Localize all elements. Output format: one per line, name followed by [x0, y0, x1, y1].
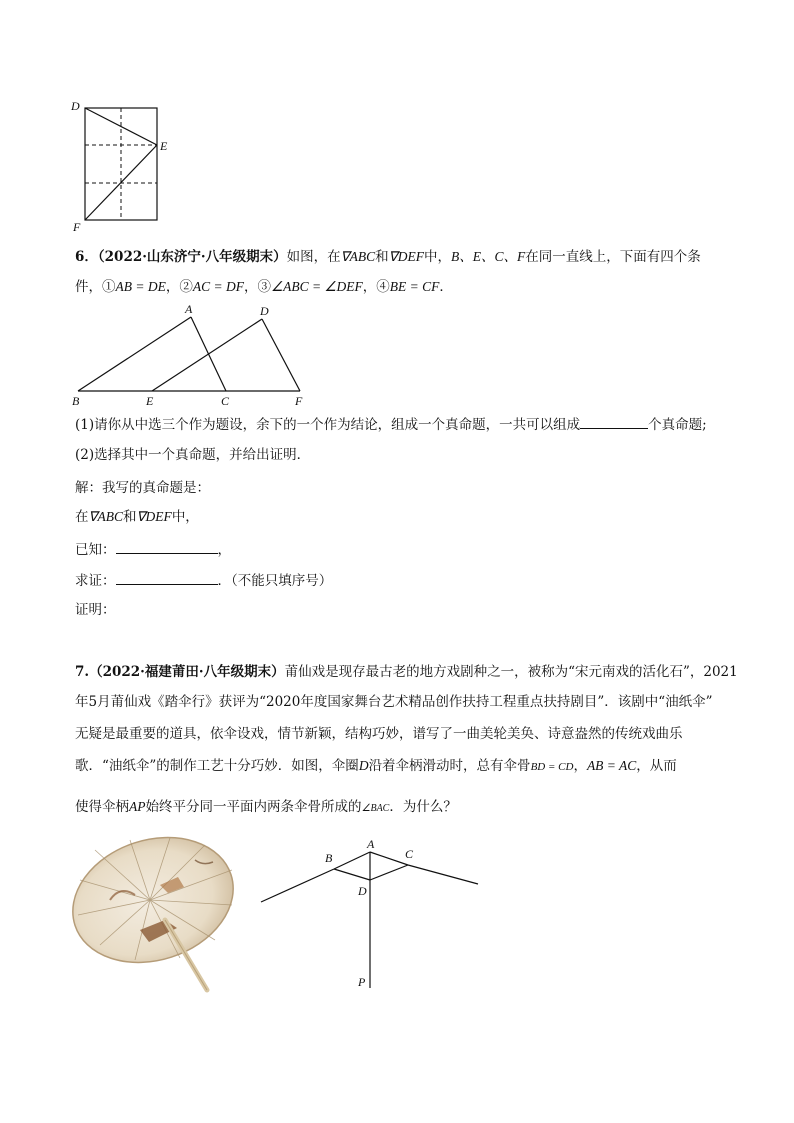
q7-l1: 莆仙戏是现存最古老的地方戏剧种之一，被称为“宋元南戏的活化石”，2021 [284, 664, 738, 680]
q6-sep2: ，② [165, 279, 193, 295]
segment-cd [370, 865, 408, 880]
left-rib-outer [261, 869, 334, 902]
q6-tri1: ∇ABC [340, 249, 376, 264]
q7-l5-angle: ∠BAC [361, 803, 390, 814]
segment-ac [370, 852, 408, 865]
q6-tri2: ∇DEF [388, 249, 424, 264]
q7-l4a: 歌．“油纸伞”的制作工艺十分巧妙．如图，伞圈 [75, 758, 359, 774]
q6-prove-end: ．（不能只填序号） [217, 573, 333, 589]
label-d: D [358, 884, 367, 898]
q6-cond-2: AC = DF [192, 279, 244, 294]
q6-known-end: ， [217, 542, 231, 558]
q6-sep3: ，③ [243, 279, 271, 295]
q6-sol-tri1: ∇ABC [88, 509, 124, 524]
q7-source: （2022·福建莆田·八年级期末） [89, 664, 285, 680]
q7-line3: 无疑是最重要的道具，依伞设戏，情节新颖，结构巧妙，谱写了一曲美轮美奂、诗意盎然的传统戏曲乐 [75, 726, 683, 742]
segment-ab [334, 852, 370, 869]
grid-figure [65, 95, 185, 235]
q6-source: （2022·山东济宁·八年级期末） [97, 249, 287, 265]
q6-sol-mid: 中， [171, 509, 199, 525]
q6-known-label: 已知： [75, 542, 116, 558]
label-c: C [221, 394, 230, 408]
q7-l5a: 使得伞柄 [75, 799, 129, 815]
q6-cond-lead: 件，① [75, 279, 116, 295]
triangles-figure [65, 300, 315, 410]
q6-end: ． [439, 279, 453, 295]
q7-line5 [75, 797, 457, 819]
q6-sep4: ，④ [362, 279, 390, 295]
q7-l4-bd-cd: BD = CD [530, 761, 574, 773]
label-b: B [72, 394, 80, 408]
q6-known-blank[interactable] [116, 539, 218, 554]
q6-stem-b: 中， [423, 249, 451, 265]
q6-part1-text: (1)请你从中选三个作为题设，余下的一个作为结论，组成一个真命题，一共可以组成 [75, 417, 581, 433]
q6-line2 [75, 277, 453, 297]
q6-known [75, 539, 231, 560]
q7-line2: 年5月莆仙戏《踏伞行》获评为“2020年度国家舞台艺术精品创作扶持工程重点扶持剧目”．该剧中“油纸伞” [75, 694, 713, 710]
q6-prove-blank[interactable] [116, 570, 218, 585]
q7-l4-ab-ac: AB = AC [586, 758, 637, 773]
umbrella-diagram [255, 832, 485, 992]
q6-sol-and: 和 [123, 509, 137, 525]
label-f: F [295, 394, 303, 408]
segment-df [262, 319, 300, 391]
q7-l4-d: D [358, 758, 369, 773]
q6-answer-blank[interactable] [580, 414, 648, 429]
q6-stem-c: 在同一直线上，下面有四个条 [525, 249, 701, 265]
q6-solution-intro: 解：我写的真命题是： [75, 480, 210, 496]
segment-bd [334, 869, 370, 880]
q7-line4 [75, 756, 677, 777]
q6-solution-triangles [75, 507, 199, 527]
label-f: F [73, 220, 81, 234]
label-d: D [260, 304, 269, 318]
q7-number: 7. [75, 664, 90, 680]
q6-and: 和 [375, 249, 389, 265]
q7-l4c: ，从而 [636, 758, 677, 774]
q6-sol-in: 在 [75, 509, 89, 525]
q6-number: 6． [75, 249, 98, 265]
q6-part2: (2)选择其中一个真命题，并给出证明． [75, 447, 311, 463]
label-c: C [405, 847, 414, 861]
q7-l4-sep: ， [573, 758, 587, 774]
q7-l5-ap: AP [129, 799, 146, 814]
q6-prove [75, 570, 332, 591]
q7-l4b: 沿着伞柄滑动时，总有伞骨 [368, 758, 531, 774]
segment-ba [78, 317, 191, 391]
q6-cond-4: BE = CF [389, 279, 440, 294]
label-a: A [367, 837, 375, 851]
q6-points: B、E、C、F [450, 249, 526, 264]
umbrella-photo [70, 835, 240, 1000]
label-a: A [185, 302, 193, 316]
label-b: B [325, 851, 333, 865]
q6-cond-1: AB = DE [115, 279, 166, 294]
q6-line1 [75, 247, 701, 267]
segment-ed [152, 319, 262, 391]
q6-stem-a: 如图，在 [286, 249, 341, 265]
right-rib-outer [408, 865, 478, 884]
q6-part1 [75, 414, 707, 435]
q6-proof: 证明： [75, 602, 116, 618]
q6-prove-label: 求证： [75, 573, 116, 589]
label-p: P [358, 975, 366, 989]
label-e: E [160, 139, 168, 153]
label-e: E [146, 394, 154, 408]
q6-part1-end: 个真命题; [648, 417, 707, 433]
q7-l5b: 始终平分同一平面内两条伞骨所成的 [145, 799, 362, 815]
q7-line1 [75, 662, 738, 682]
q6-sol-tri2: ∇DEF [136, 509, 172, 524]
label-d: D [71, 99, 80, 113]
q7-l5c: ．为什么？ [389, 799, 457, 815]
q6-cond-3: ∠ABC = ∠DEF [270, 279, 363, 294]
